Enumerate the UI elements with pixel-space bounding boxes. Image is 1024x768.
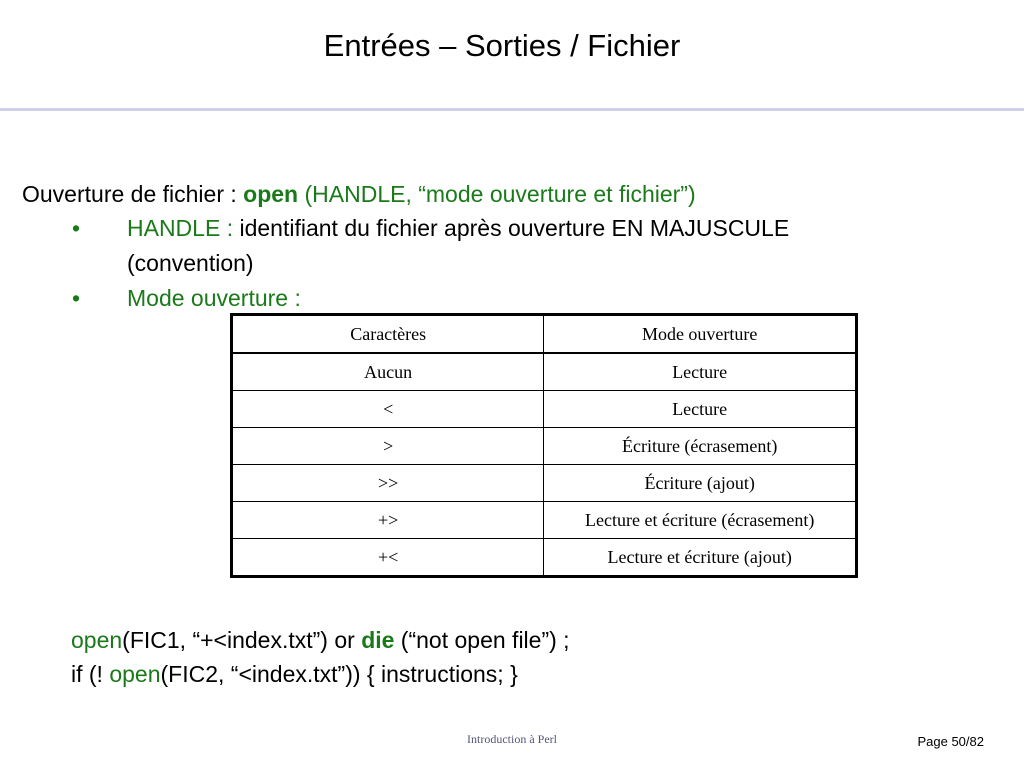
code2-rest: (FIC2, “<index.txt”)) { instructions; }	[160, 661, 518, 687]
table-cell: Écriture (écrasement)	[544, 428, 857, 465]
bullet-handle-continuation: (convention)	[127, 250, 254, 276]
bullet-mode-label: Mode ouverture :	[127, 285, 301, 311]
bullet-handle-text: identifiant du fichier après ouverture EN MAJUSCULE	[239, 215, 790, 241]
table-cell: >	[232, 428, 544, 465]
table-cell: Aucun	[232, 353, 544, 391]
table-header-cell: Mode ouverture	[544, 315, 857, 354]
table-cell: <	[232, 391, 544, 428]
intro-signature: (HANDLE, “mode ouverture et fichier”)	[298, 181, 696, 207]
table-cell: Lecture et écriture (écrasement)	[544, 502, 857, 539]
table-row	[232, 465, 857, 502]
table-row	[232, 391, 857, 428]
table-header-cell: Caractères	[232, 315, 544, 354]
intro-keyword: open	[243, 181, 299, 207]
table-cell: +<	[232, 539, 544, 577]
code-line-2	[71, 657, 518, 691]
bullet-marker-mode: •	[72, 285, 81, 311]
table-row	[232, 353, 857, 391]
code-line-1	[71, 623, 570, 657]
bullet-handle	[127, 211, 789, 245]
table-row	[232, 539, 857, 577]
table-header-row	[232, 315, 857, 354]
table-row	[232, 502, 857, 539]
open-modes-table	[230, 313, 858, 578]
code1-die-keyword: die	[361, 627, 395, 653]
code1-open-keyword: open	[71, 627, 123, 653]
table-cell: Lecture et écriture (ajout)	[544, 539, 857, 577]
title-divider	[0, 108, 1024, 111]
slide-title: Entrées – Sorties / Fichier	[323, 28, 681, 63]
table-cell: Écriture (ajout)	[544, 465, 857, 502]
code1-rest: (“not open file”) ;	[394, 627, 570, 653]
intro-line	[22, 177, 696, 211]
table-row	[232, 428, 857, 465]
bullet-handle-label: HANDLE :	[127, 215, 240, 241]
footer-course-title: Introduction à Perl	[467, 732, 557, 746]
code1-args: (FIC1, “+<index.txt”) or	[122, 627, 362, 653]
table-cell: >>	[232, 465, 544, 502]
table-cell: +>	[232, 502, 544, 539]
bullet-marker-handle: •	[72, 215, 81, 241]
table-cell: Lecture	[544, 353, 857, 391]
table-cell: Lecture	[544, 391, 857, 428]
code2-prefix: if (!	[71, 661, 110, 687]
footer-page-number: Page 50/82	[917, 734, 984, 749]
intro-lead: Ouverture de fichier :	[22, 181, 244, 207]
code2-open-keyword: open	[109, 661, 161, 687]
